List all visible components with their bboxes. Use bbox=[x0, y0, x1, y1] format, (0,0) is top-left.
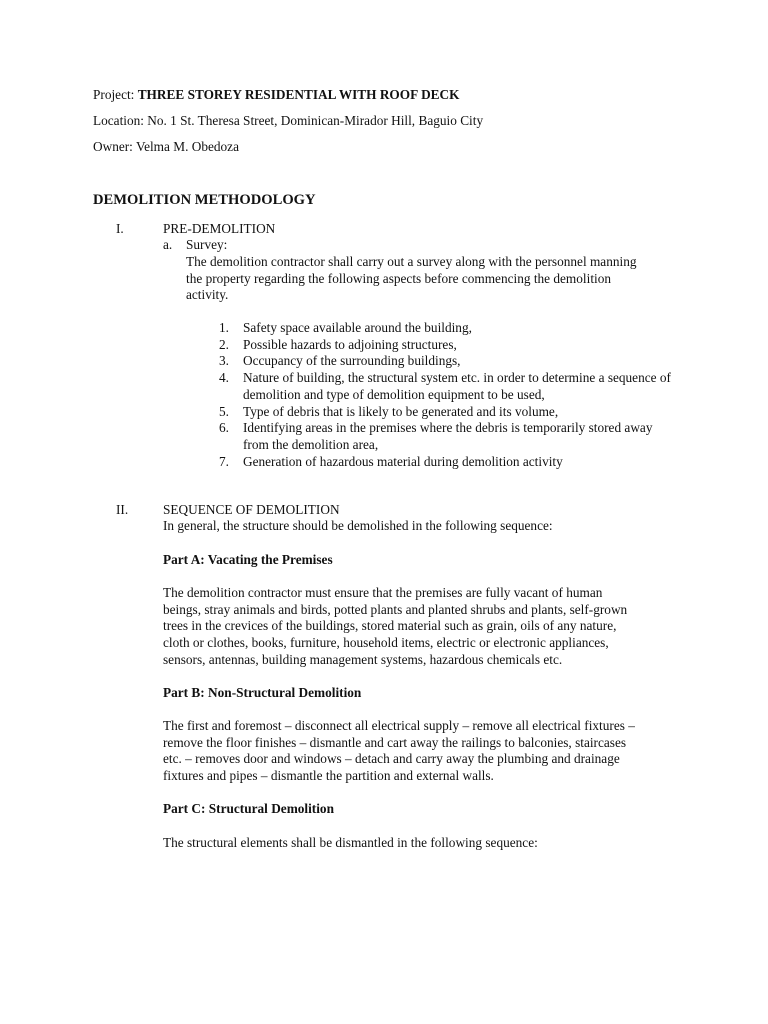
list-item: 6. Identifying areas in the premises where the debris is temporarily stored away from the demolition area, bbox=[219, 420, 653, 452]
section-1-numeral: I. bbox=[116, 221, 124, 236]
project-label: Project: bbox=[93, 87, 135, 102]
part-b-paragraph: The first and foremost – disconnect all electrical supply – remove all electrical fixtures – remove the floor finishes – dismantle and cart away the railings to balconies, staircases etc. – removes door and windows – detach and carry away the plumbing and drainage fixtures and pipes – dismantle the partition and external walls. bbox=[163, 718, 635, 784]
part-c-title: Part C: Structural Demolition bbox=[163, 801, 334, 816]
part-b-title: Part B: Non-Structural Demolition bbox=[163, 685, 362, 700]
document-title: DEMOLITION METHODOLOGY bbox=[93, 192, 316, 208]
section-1-heading: PRE-DEMOLITION bbox=[163, 221, 276, 236]
list-item: 7. Generation of hazardous material during demolition activity bbox=[219, 453, 563, 469]
survey-aspects-list bbox=[219, 320, 679, 470]
owner-line: Owner: Velma M. Obedoza bbox=[93, 139, 239, 154]
list-item: 1. Safety space available around the building, bbox=[219, 320, 472, 335]
list-item: 2. Possible hazards to adjoining structures, bbox=[219, 336, 457, 352]
project-value: THREE STOREY RESIDENTIAL WITH ROOF DECK bbox=[137, 87, 460, 102]
sub-item-heading: Survey: bbox=[186, 237, 228, 252]
section-2-intro: In general, the structure should be demolished in the following sequence: bbox=[163, 518, 553, 533]
survey-paragraph: The demolition contractor shall carry out a survey along with the personnel manning the property regarding the following aspects before commencing the demolition activity. bbox=[186, 254, 637, 303]
part-c-paragraph: The structural elements shall be dismantled in the following sequence: bbox=[163, 835, 538, 850]
part-a-paragraph: The demolition contractor must ensure that the premises are fully vacant of human beings, stray animals and birds, potted plants and planted shrubs and plants, self-grown trees in the crevices of the buildings, stored material such as grain, oils of any nature, cloth or clothes, books, furniture, household items, electric or electronic appliances, sensors, antennas, building management systems, hazardous chemicals etc. bbox=[163, 585, 628, 667]
part-a-title: Part A: Vacating the Premises bbox=[163, 552, 333, 567]
list-item: 4. Nature of building, the structural system etc. in order to determine a sequence of demolition and type of demolition equipment to be used, bbox=[219, 370, 671, 402]
location-line: Location: No. 1 St. Theresa Street, Dominican-Mirador Hill, Baguio City bbox=[93, 113, 484, 128]
list-item: 3. Occupancy of the surrounding buildings, bbox=[219, 353, 461, 369]
section-2-numeral: II. bbox=[116, 502, 129, 517]
section-2-heading: SEQUENCE OF DEMOLITION bbox=[163, 502, 340, 517]
sub-item-letter: a. bbox=[163, 237, 173, 252]
project-line bbox=[93, 87, 459, 104]
list-item: 5. Type of debris that is likely to be generated and its volume, bbox=[219, 403, 559, 419]
